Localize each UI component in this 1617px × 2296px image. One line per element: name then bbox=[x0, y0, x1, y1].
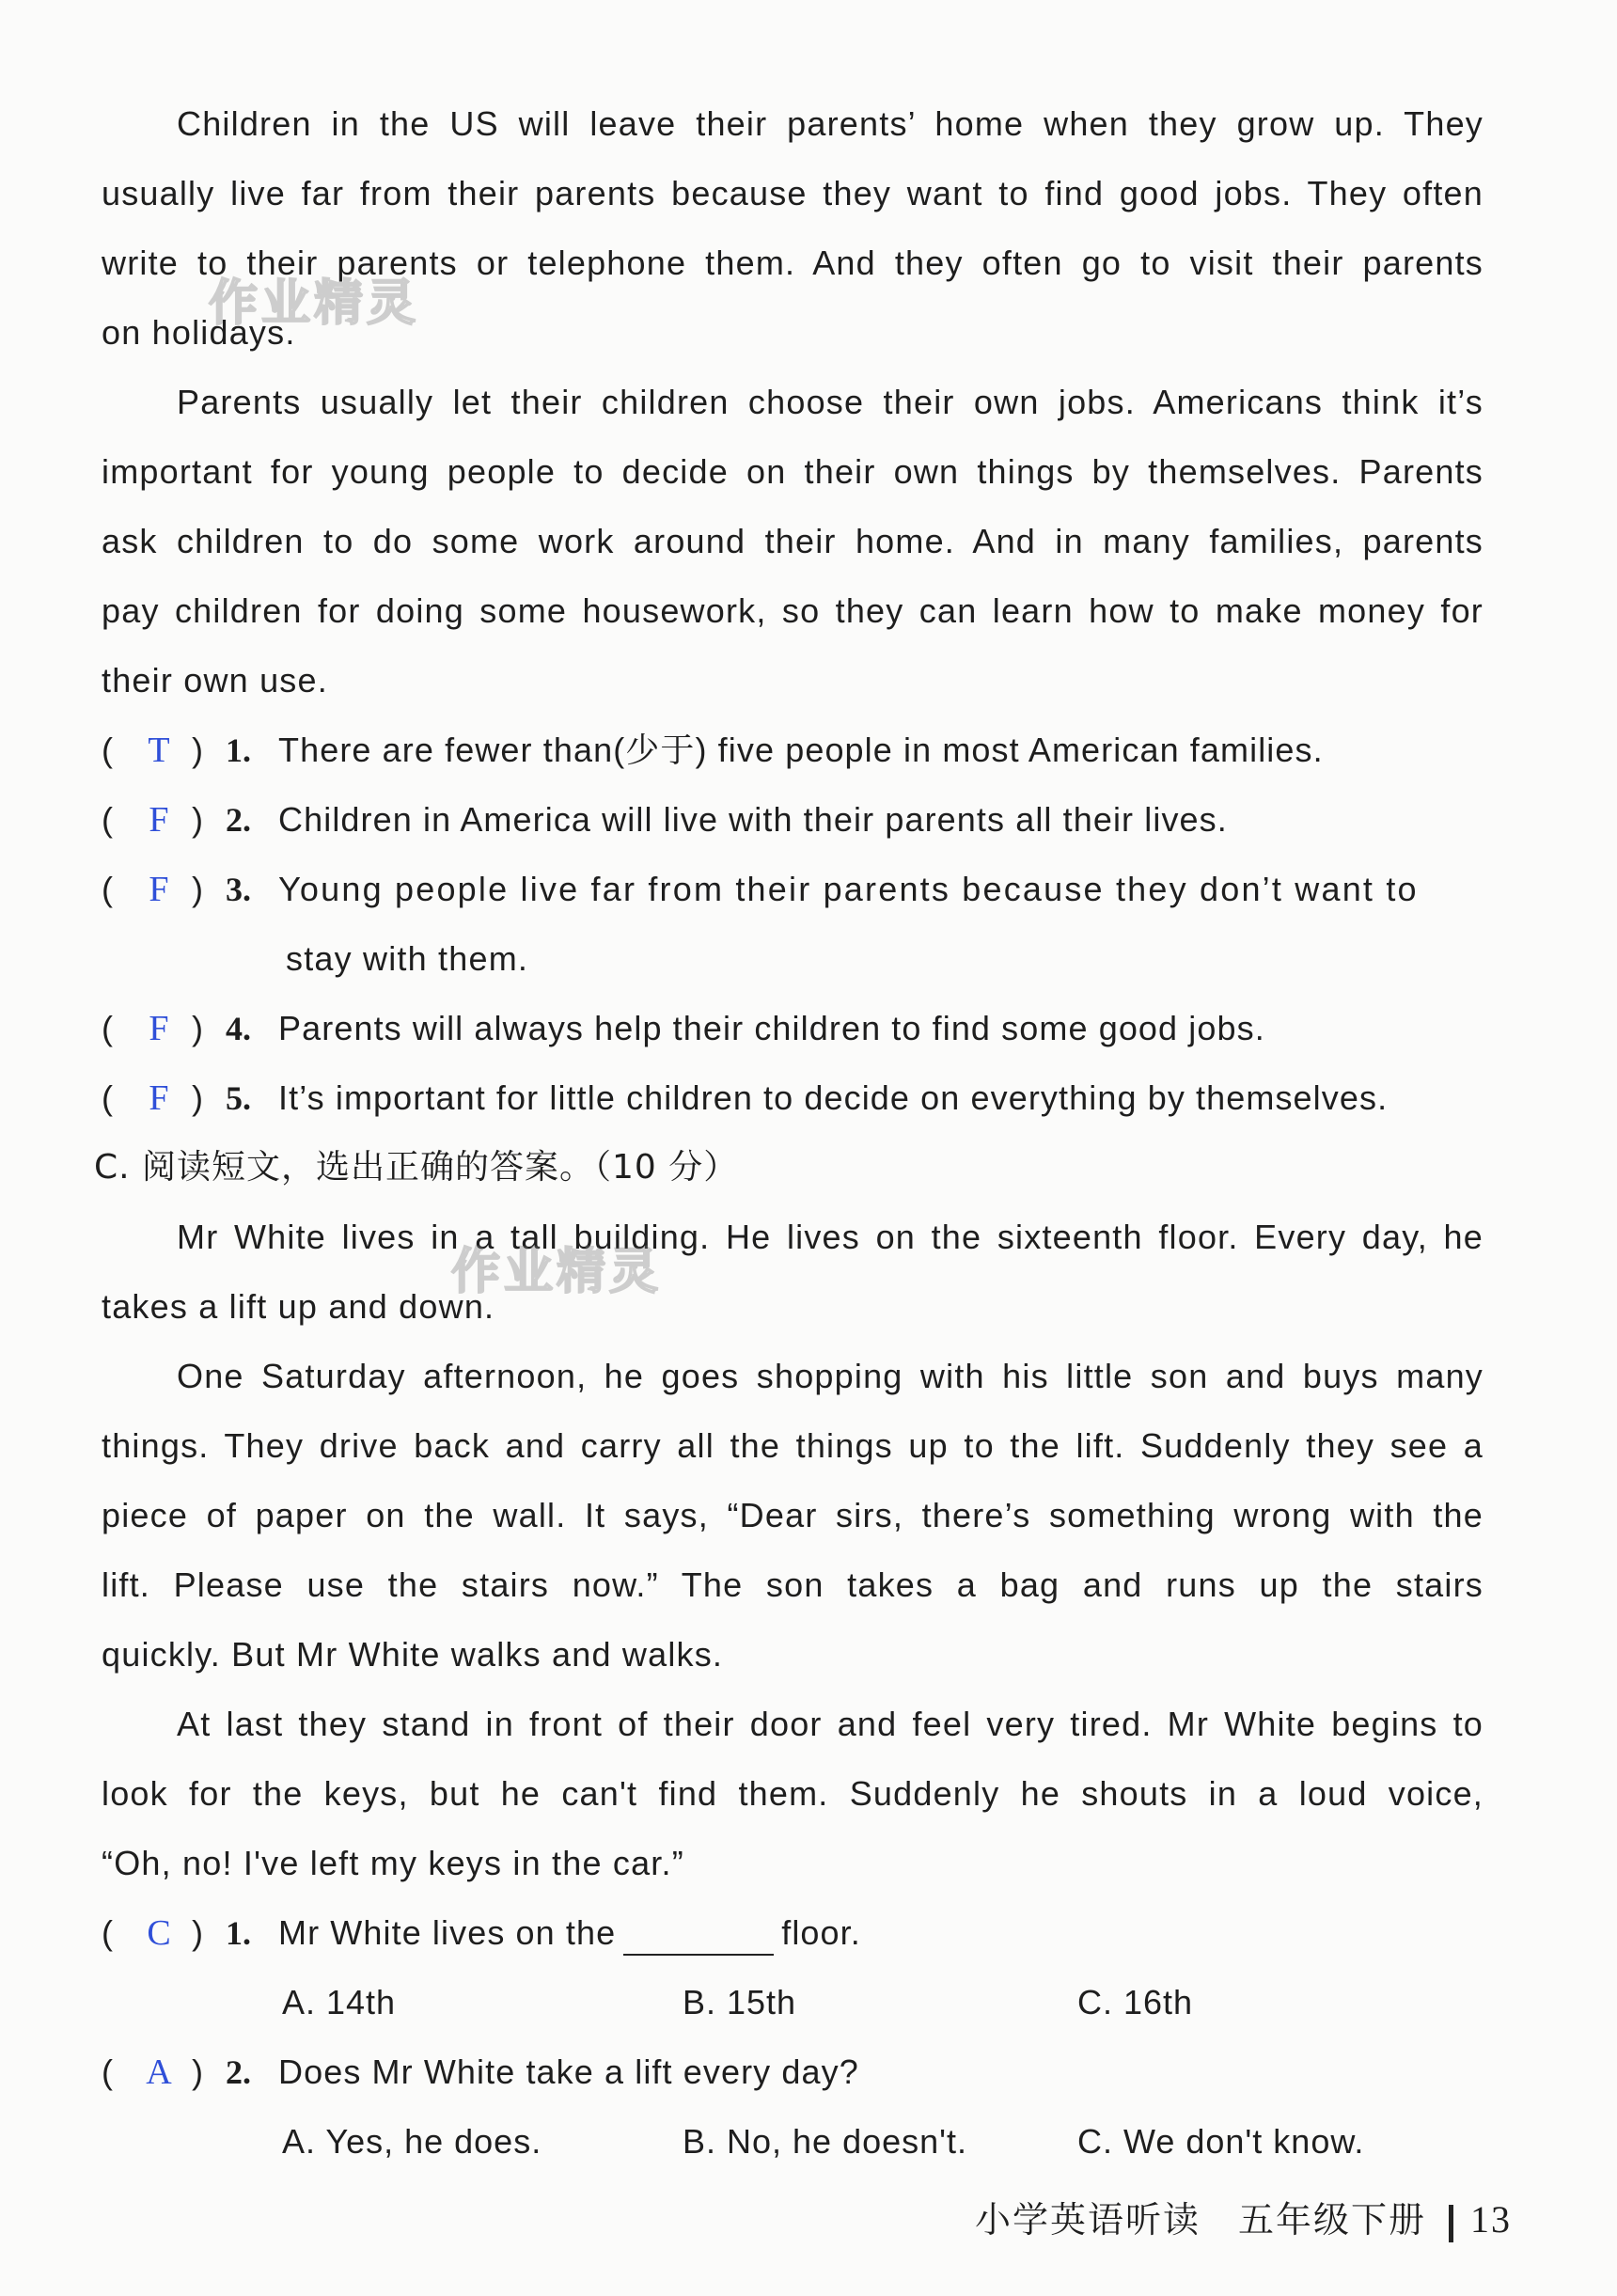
paragraph-line: “Oh, no! I've left my keys in the car.” bbox=[102, 1844, 684, 1882]
question-number: 2. bbox=[226, 801, 252, 839]
footer-divider bbox=[1449, 2205, 1453, 2242]
answer-mark: A bbox=[146, 2052, 172, 2092]
paragraph-line: write to their parents or telephone them. And they often go to visit their parents bbox=[102, 244, 1484, 282]
answer-mark: F bbox=[149, 800, 169, 840]
answer-mark: F bbox=[149, 870, 169, 909]
paragraph-line: look for the keys, but he can't find them. Suddenly he shouts in a loud voice, bbox=[102, 1774, 1484, 1813]
section-heading: C. 阅读短文，选出正确的答案。（10 分） bbox=[94, 1148, 739, 1187]
question-text-continued: stay with them. bbox=[286, 939, 529, 978]
paragraph-line: on holidays. bbox=[102, 313, 296, 352]
answer-mark: F bbox=[149, 1078, 169, 1118]
answer-mark: T bbox=[148, 731, 170, 770]
close-paren: ) bbox=[192, 1009, 203, 1047]
question-number: 3. bbox=[226, 871, 252, 908]
close-paren: ) bbox=[192, 731, 203, 769]
close-paren: ) bbox=[192, 2052, 203, 2091]
option-b: B. No, he doesn't. bbox=[683, 2122, 968, 2161]
open-paren: ( bbox=[102, 1078, 113, 1117]
question-text: Children in America will live with their parents all their lives. bbox=[278, 800, 1228, 839]
paragraph-line: their own use. bbox=[102, 661, 328, 700]
paragraph-line: pay children for doing some housework, so they can learn how to make money for bbox=[102, 591, 1484, 630]
paragraph-line: lift. Please use the stairs now.” The son takes a bag and runs up the stairs bbox=[102, 1565, 1484, 1604]
option-c: C. We don't know. bbox=[1077, 2122, 1365, 2161]
open-paren: ( bbox=[102, 870, 113, 908]
question-text: Parents will always help their children to find some good jobs. bbox=[278, 1009, 1265, 1047]
paragraph-line: Children in the US will leave their parents’ home when they grow up. They bbox=[177, 104, 1484, 143]
page-number: 13 bbox=[1470, 2198, 1512, 2241]
option-a: A. Yes, he does. bbox=[282, 2122, 542, 2161]
paragraph-line: things. They drive back and carry all the things up to the lift. Suddenly they see a bbox=[102, 1426, 1484, 1465]
question-row bbox=[102, 1006, 1493, 1051]
question-number: 2. bbox=[226, 2053, 252, 2091]
question-number: 1. bbox=[226, 731, 252, 769]
question-row bbox=[102, 867, 1493, 912]
paragraph-line: quickly. But Mr White walks and walks. bbox=[102, 1635, 724, 1674]
paragraph-line: ask children to do some work around their home. And in many families, parents bbox=[102, 522, 1484, 560]
close-paren: ) bbox=[192, 800, 203, 839]
question-number: 4. bbox=[226, 1010, 252, 1047]
question-text: Does Mr White take a lift every day? bbox=[278, 2052, 859, 2091]
open-paren: ( bbox=[102, 1913, 113, 1952]
open-paren: ( bbox=[102, 1009, 113, 1047]
question-text: Young people live far from their parents because they don’t want to bbox=[278, 870, 1419, 908]
answer-blank bbox=[623, 1918, 774, 1956]
question-text: It’s important for little children to decide on everything by themselves. bbox=[278, 1078, 1389, 1117]
paragraph-line: takes a lift up and down. bbox=[102, 1287, 495, 1326]
close-paren: ) bbox=[192, 1078, 203, 1117]
close-paren: ) bbox=[192, 870, 203, 908]
open-paren: ( bbox=[102, 2052, 113, 2091]
question-row bbox=[102, 2050, 1493, 2095]
page-footer bbox=[975, 2191, 1512, 2242]
watermark: 作业精灵 bbox=[451, 1244, 663, 1300]
book-title: 小学英语听读 五年级下册 bbox=[974, 2199, 1426, 2241]
close-paren: ) bbox=[192, 1913, 203, 1952]
question-row bbox=[102, 728, 1493, 773]
question-text-after: floor. bbox=[781, 1913, 861, 1952]
paragraph-line: One Saturday afternoon, he goes shopping with his little son and buys many bbox=[177, 1357, 1484, 1395]
paragraph-line: At last they stand in front of their door and feel very tired. Mr White begins to bbox=[177, 1705, 1484, 1743]
question-text: There are fewer than(少于) five people in most American families. bbox=[278, 731, 1324, 769]
option-c: C. 16th bbox=[1077, 1983, 1194, 2021]
paragraph-line: Mr White lives in a tall building. He lives on the sixteenth floor. Every day, he bbox=[177, 1218, 1484, 1256]
paragraph-line: Parents usually let their children choose their own jobs. Americans think it’s bbox=[177, 383, 1484, 421]
question-row bbox=[102, 1076, 1493, 1121]
answer-mark: F bbox=[149, 1009, 169, 1048]
open-paren: ( bbox=[102, 800, 113, 839]
watermark: 作业精灵 bbox=[209, 275, 420, 332]
question-number: 1. bbox=[226, 1914, 252, 1952]
option-a: A. 14th bbox=[282, 1983, 397, 2021]
paragraph-line: important for young people to decide on their own things by themselves. Parents bbox=[102, 452, 1484, 491]
open-paren: ( bbox=[102, 731, 113, 769]
question-number: 5. bbox=[226, 1079, 252, 1117]
question-row bbox=[102, 797, 1493, 842]
answer-mark: C bbox=[147, 1913, 171, 1953]
question-row bbox=[102, 1911, 1493, 1956]
paragraph-line: usually live far from their parents because they want to find good jobs. They often bbox=[102, 174, 1484, 212]
paragraph-line: piece of paper on the wall. It says, “Dear sirs, there’s something wrong with the bbox=[102, 1496, 1484, 1534]
question-text: Mr White lives on the bbox=[278, 1913, 617, 1952]
option-b: B. 15th bbox=[683, 1983, 797, 2021]
